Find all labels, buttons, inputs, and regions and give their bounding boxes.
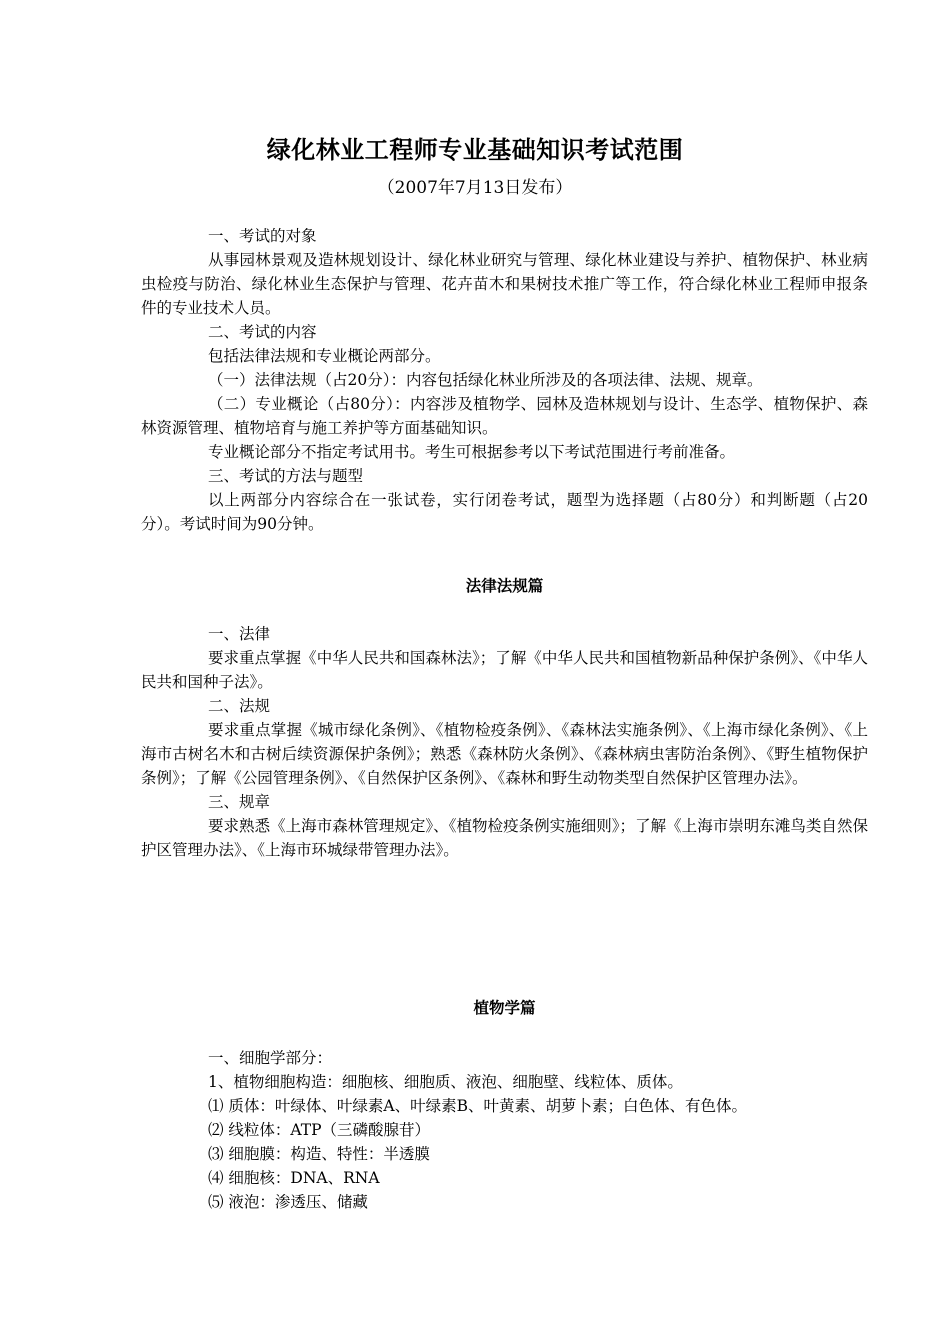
section-heading: 一、法律	[208, 625, 271, 643]
list-item: 1、植物细胞构造：细胞核、细胞质、液泡、细胞壁、线粒体、质体。	[208, 1073, 683, 1091]
document-title: 绿化林业工程师专业基础知识考试范围	[266, 136, 684, 164]
botany-section-heading: 植物学篇	[473, 999, 536, 1017]
section-heading: 三、考试的方法与题型	[208, 467, 364, 485]
botany-section-body	[141, 1046, 868, 1214]
law-section-body	[141, 622, 868, 862]
section-heading: 二、法规	[208, 697, 271, 715]
list-item: ⑸ 液泡：渗透压、储藏	[208, 1193, 368, 1211]
paragraph: 专业概论部分不指定考试用书。考生可根据参考以下考试范围进行考前准备。	[208, 443, 736, 461]
botany-section	[141, 996, 868, 1020]
list-item: ⑶ 细胞膜：构造、特性：半透膜	[208, 1145, 430, 1163]
paragraph: 包括法律法规和专业概论两部分。	[208, 347, 441, 365]
document-subtitle: （2007年7月13日发布）	[377, 178, 573, 198]
paragraph: 要求重点掌握《中华人民共和国森林法》；了解《中华人民共和国植物新品种保护条例》、《中华人民共和国种子法》。	[141, 649, 868, 691]
section-heading: 二、考试的内容	[208, 323, 317, 341]
list-item: ⑴ 质体：叶绿体、叶绿素A、叶绿素B、叶黄素、胡萝卜素；白色体、有色体。	[208, 1097, 748, 1115]
list-item: 一、细胞学部分：	[208, 1049, 333, 1067]
paragraph: 要求重点掌握《城市绿化条例》、《植物检疫条例》、《森林法实施条例》、《上海市绿化条例》、《上海市古树名木和古树后续资源保护条例》；熟悉《森林防火条例》、《森林病虫害防治条例》、《野生植物保护条例》；了解《公园管理条例》、《自然保护区条例》、《森林和野生动物类型自然保护区管理办法》。	[141, 721, 868, 787]
law-section	[141, 574, 868, 598]
paragraph: 以上两部分内容综合在一张试卷，实行闭卷考试，题型为选择题（占80分）和判断题（占20分）。考试时间为90分钟。	[141, 491, 868, 533]
paragraph: 要求熟悉《上海市森林管理规定》、《植物检疫条例实施细则》；了解《上海市崇明东滩鸟类自然保护区管理办法》、《上海市环城绿带管理办法》。	[141, 817, 868, 859]
section-heading: 三、规章	[208, 793, 271, 811]
list-item: ⑷ 细胞核：DNA、RNA	[208, 1169, 380, 1187]
intro-section	[141, 224, 868, 536]
law-section-heading: 法律法规篇	[465, 577, 544, 595]
paragraph: （二）专业概论（占80分）：内容涉及植物学、园林及造林规划与设计、生态学、植物保护、森林资源管理、植物培育与施工养护等方面基础知识。	[141, 395, 868, 437]
paragraph: （一）法律法规（占20分）：内容包括绿化林业所涉及的各项法律、法规、规章。	[208, 371, 763, 389]
paragraph: 从事园林景观及造林规划设计、绿化林业研究与管理、绿化林业建设与养护、植物保护、林业病虫检疫与防治、绿化林业生态保护与管理、花卉苗木和果树技术推广等工作，符合绿化林业工程师申报条件的专业技术人员。	[141, 251, 868, 317]
section-heading: 一、考试的对象	[208, 227, 317, 245]
list-item: ⑵ 线粒体：ATP（三磷酸腺苷）	[208, 1121, 431, 1139]
